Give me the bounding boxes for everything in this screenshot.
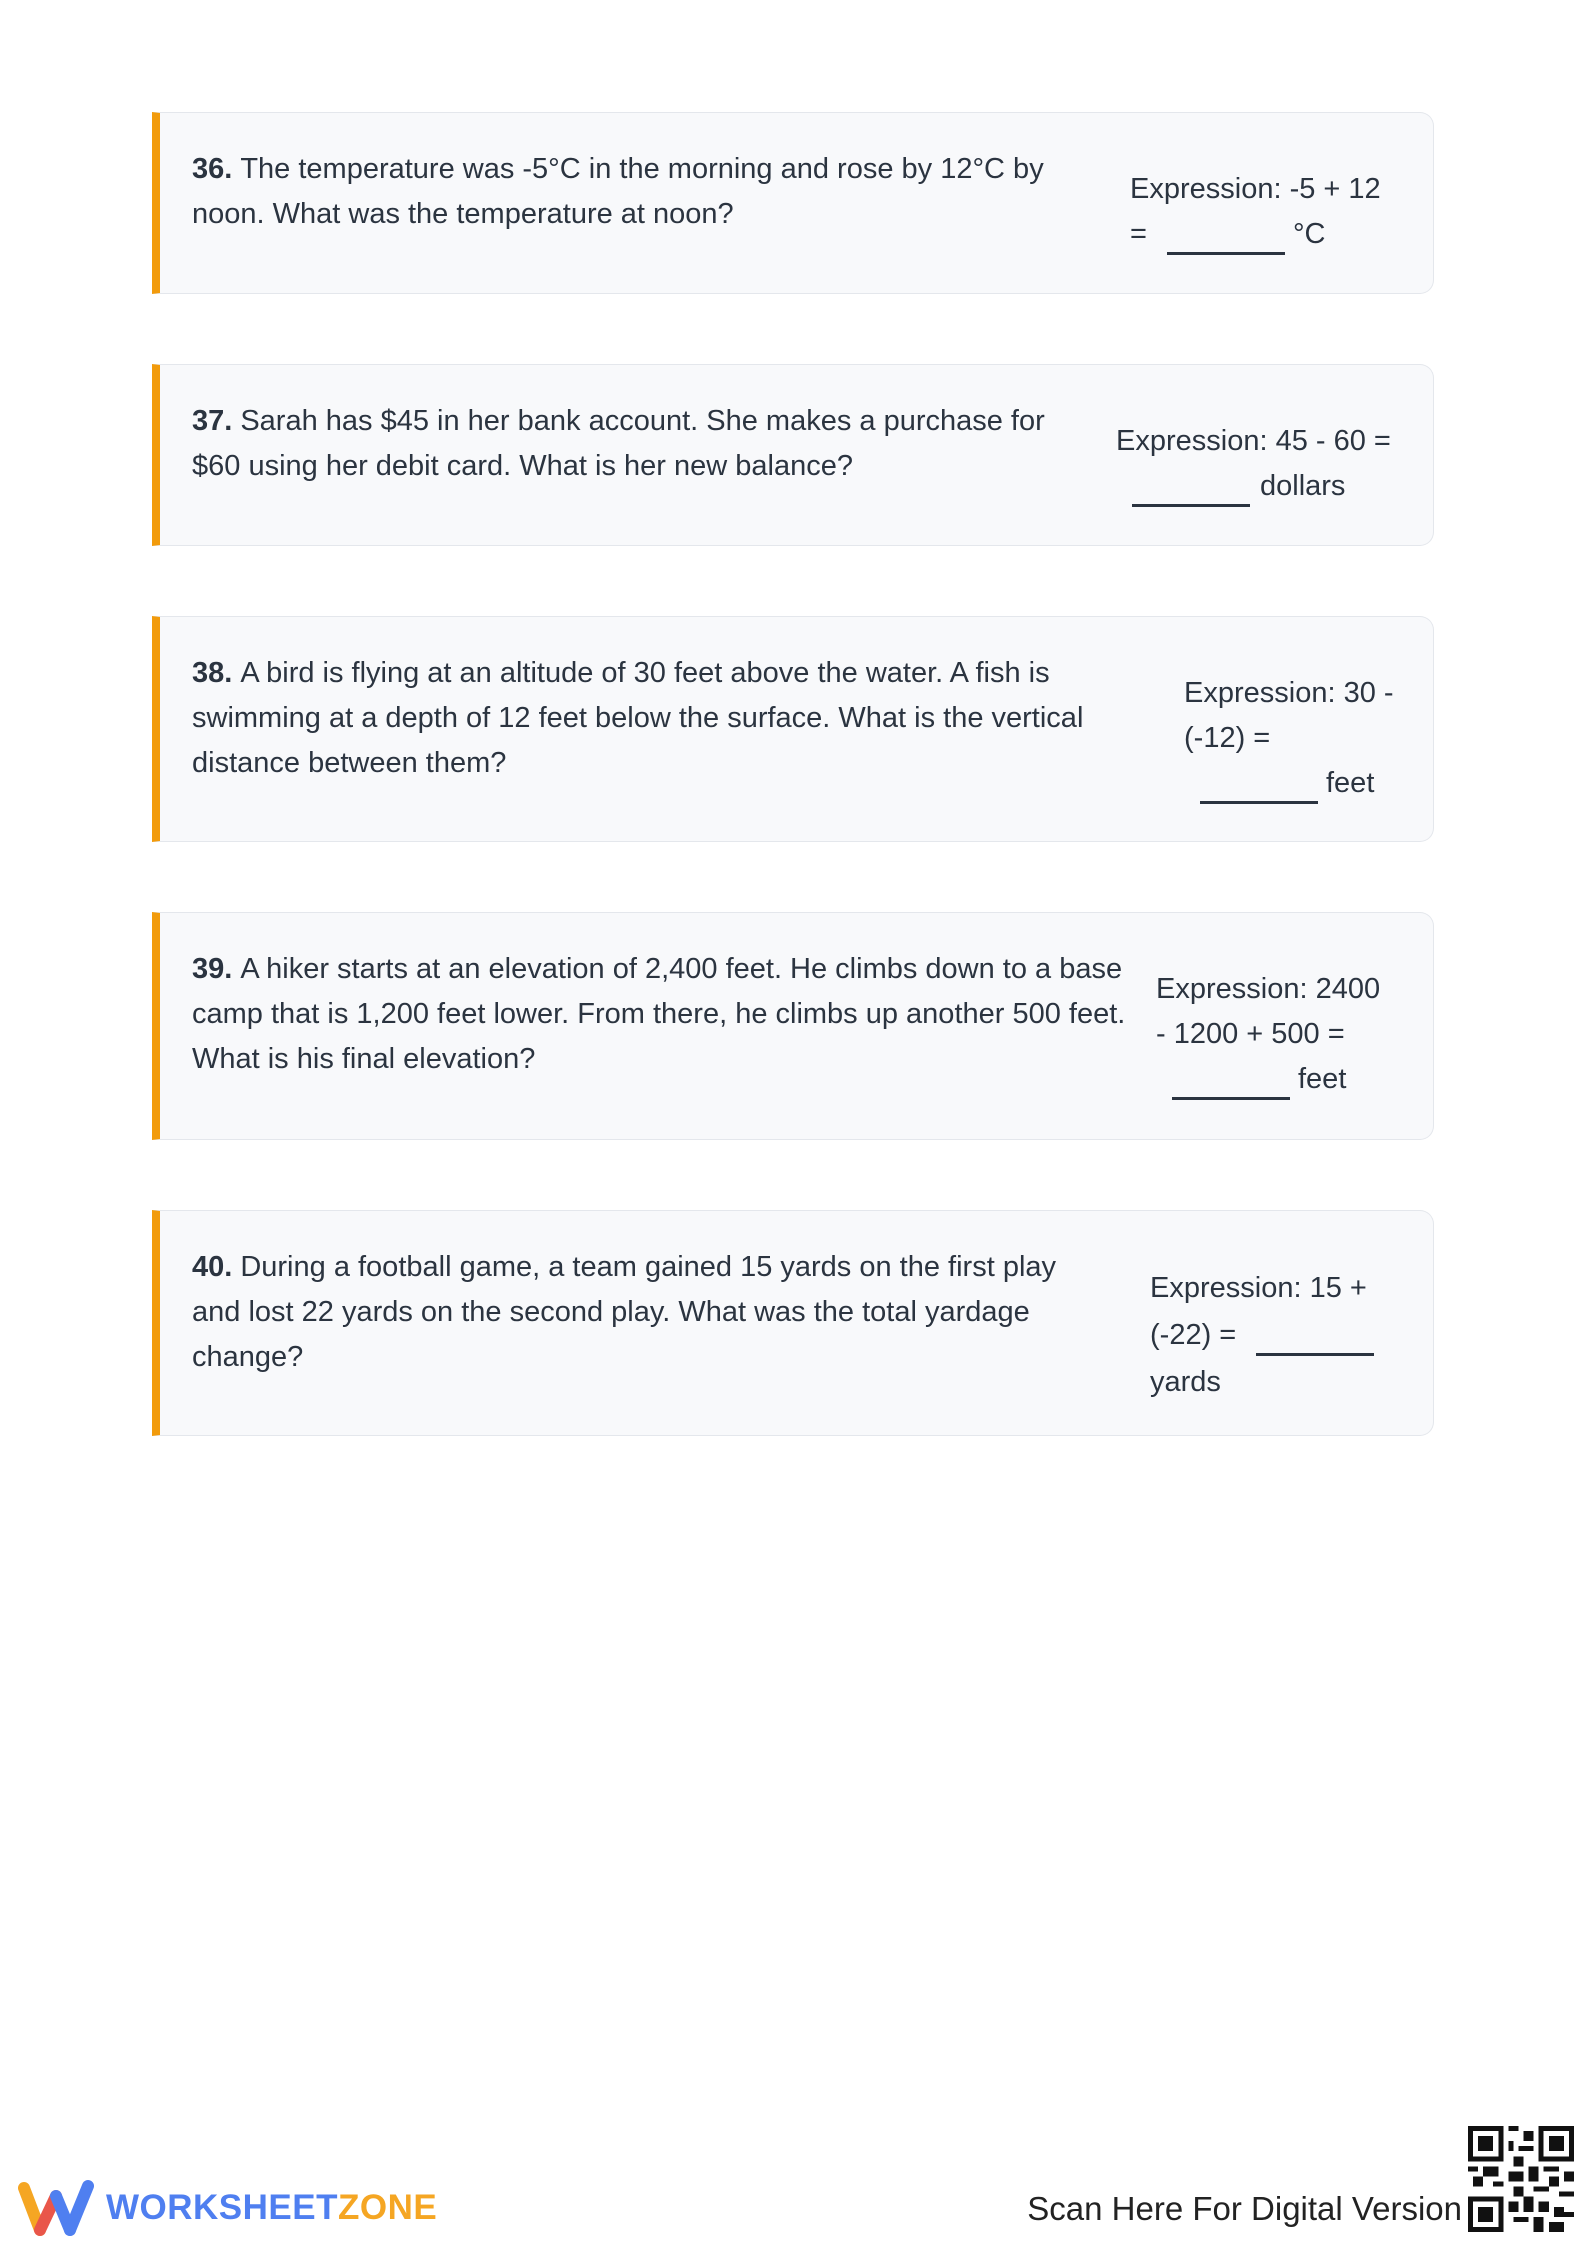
expression-39 [1156, 967, 1416, 1102]
brand-name: WORKSHEETZONE [106, 2188, 438, 2227]
answer-blank[interactable] [1172, 1097, 1290, 1100]
expression-line: Expression: 15 + [1150, 1272, 1367, 1304]
question-card-37 [152, 364, 1434, 546]
question-body: During a football game, a team gained 15 yards on the first play and lost 22 yards on the second play. What was the total yardage change? [192, 1251, 1057, 1373]
answer-unit: feet [1298, 1063, 1347, 1095]
question-body: A hiker starts at an elevation of 2,400 feet. He climbs down to a base camp that is 1,200 feet lower. From there, he climbs up another 500 feet. What is his final elevation? [192, 953, 1126, 1075]
qr-code-icon[interactable] [1468, 2126, 1574, 2232]
expression-38 [1184, 671, 1424, 806]
expression-line-2: (-12) = [1184, 722, 1271, 754]
expression-37 [1116, 419, 1436, 509]
worksheetzone-logo [18, 2178, 437, 2238]
expression-line: Expression: -5 + 12 [1130, 173, 1381, 205]
question-number: 40. [192, 1251, 233, 1283]
answer-blank[interactable] [1132, 504, 1250, 507]
question-text-37 [192, 399, 1072, 489]
question-body: Sarah has $45 in her bank account. She makes a purchase for $60 using her debit card. What is her new balance? [192, 405, 1045, 482]
answer-blank[interactable] [1256, 1353, 1374, 1356]
answer-unit: feet [1326, 767, 1375, 799]
expression-line: Expression: 2400 [1156, 973, 1381, 1005]
answer-unit: yards [1150, 1366, 1221, 1398]
w-logo-icon [18, 2178, 94, 2238]
expression-40 [1150, 1265, 1430, 1406]
expression-line: Expression: 30 - [1184, 677, 1394, 709]
question-number: 37. [192, 405, 233, 437]
answer-blank[interactable] [1200, 801, 1318, 804]
question-body: The temperature was -5°C in the morning and rose by 12°C by noon. What was the temperature at noon? [192, 153, 1044, 230]
answer-unit: °C [1292, 218, 1326, 250]
question-number: 36. [192, 153, 233, 185]
question-card-40 [152, 1210, 1434, 1436]
question-body: A bird is flying at an altitude of 30 feet above the water. A fish is swimming at a depth of 12 feet below the surface. What is the vertical distance between them? [192, 657, 1084, 779]
question-text-40 [192, 1245, 1092, 1380]
question-number: 39. [192, 953, 233, 985]
answer-blank[interactable] [1167, 252, 1285, 255]
question-text-39 [192, 947, 1132, 1082]
scan-text: Scan Here For Digital Version [1027, 2190, 1462, 2227]
expression-equals: = [1130, 218, 1147, 250]
expression-line-2: - 1200 + 500 = [1156, 1018, 1345, 1050]
question-card-36 [152, 112, 1434, 294]
question-card-38 [152, 616, 1434, 842]
answer-unit: dollars [1260, 470, 1346, 502]
question-card-39 [152, 912, 1434, 1140]
question-number: 38. [192, 657, 233, 689]
question-text-36 [192, 147, 1072, 237]
question-text-38 [192, 651, 1152, 786]
expression-36 [1130, 167, 1430, 257]
expression-line: Expression: 45 - 60 = [1116, 425, 1391, 457]
expression-line-2: (-22) = [1150, 1319, 1237, 1351]
